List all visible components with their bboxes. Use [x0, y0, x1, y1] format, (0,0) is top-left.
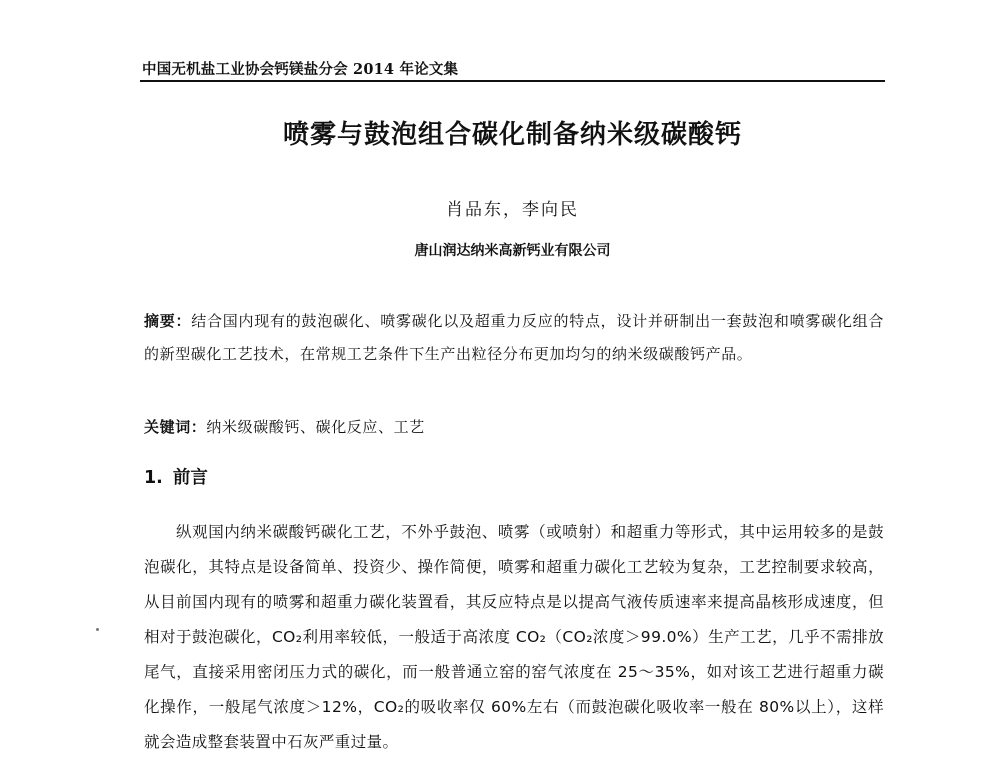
- paper-title: 喷雾与鼓泡组合碳化制备纳米级碳酸钙: [282, 120, 742, 150]
- header-rule: [140, 80, 885, 82]
- keywords: [144, 416, 884, 437]
- section-number: 1.: [144, 468, 163, 488]
- paper-affiliation: 唐山润达纳米高新钙业有限公司: [414, 243, 611, 259]
- introduction-paragraph: 纵观国内纳米碳酸钙碳化工艺，不外乎鼓泡、喷雾（或喷射）和超重力等形式，其中运用较多的是鼓泡碳化，其特点是设备简单、投资少、操作简便，喷雾和超重力碳化工艺较为复杂，工艺控制要求较高，从目前国内现有的喷雾和超重力碳化装置看，其反应特点是以提高气液传质速率来提高晶核形成速度，但相对于鼓泡碳化，CO₂利用率较低，一般适于高浓度 CO₂（CO₂浓度＞99.0%）生产工艺，几乎不需排放尾气，直接采用密闭压力式的碳化，而一般普通立窑的窑气浓度在 25～35%，如对该工艺进行超重力碳化操作，一般尾气浓度＞12%，CO₂的吸收率仅 60%左右（而鼓泡碳化吸收率一般在 80%以上），这样就会造成整套装置中石灰严重过量。: [144, 523, 884, 751]
- paper-authors: 肖品东，李向民: [446, 200, 579, 220]
- abstract: [144, 305, 884, 371]
- running-header: 中国无机盐工业协会钙镁盐分会 2014 年论文集: [142, 61, 459, 78]
- section-heading-introduction: [144, 464, 208, 489]
- abstract-label: 摘要：: [144, 312, 192, 330]
- keywords-text: 纳米级碳酸钙、碳化反应、工艺: [206, 418, 425, 436]
- keywords-label: 关键词：: [144, 418, 207, 436]
- section-title: 前言: [172, 468, 208, 488]
- abstract-text: 结合国内现有的鼓泡碳化、喷雾碳化以及超重力反应的特点，设计并研制出一套鼓泡和喷雾碳化组合的新型碳化工艺技术，在常规工艺条件下生产出粒径分布更加均匀的纳米级碳酸钙产品。: [144, 312, 884, 363]
- scan-speck: [96, 628, 99, 631]
